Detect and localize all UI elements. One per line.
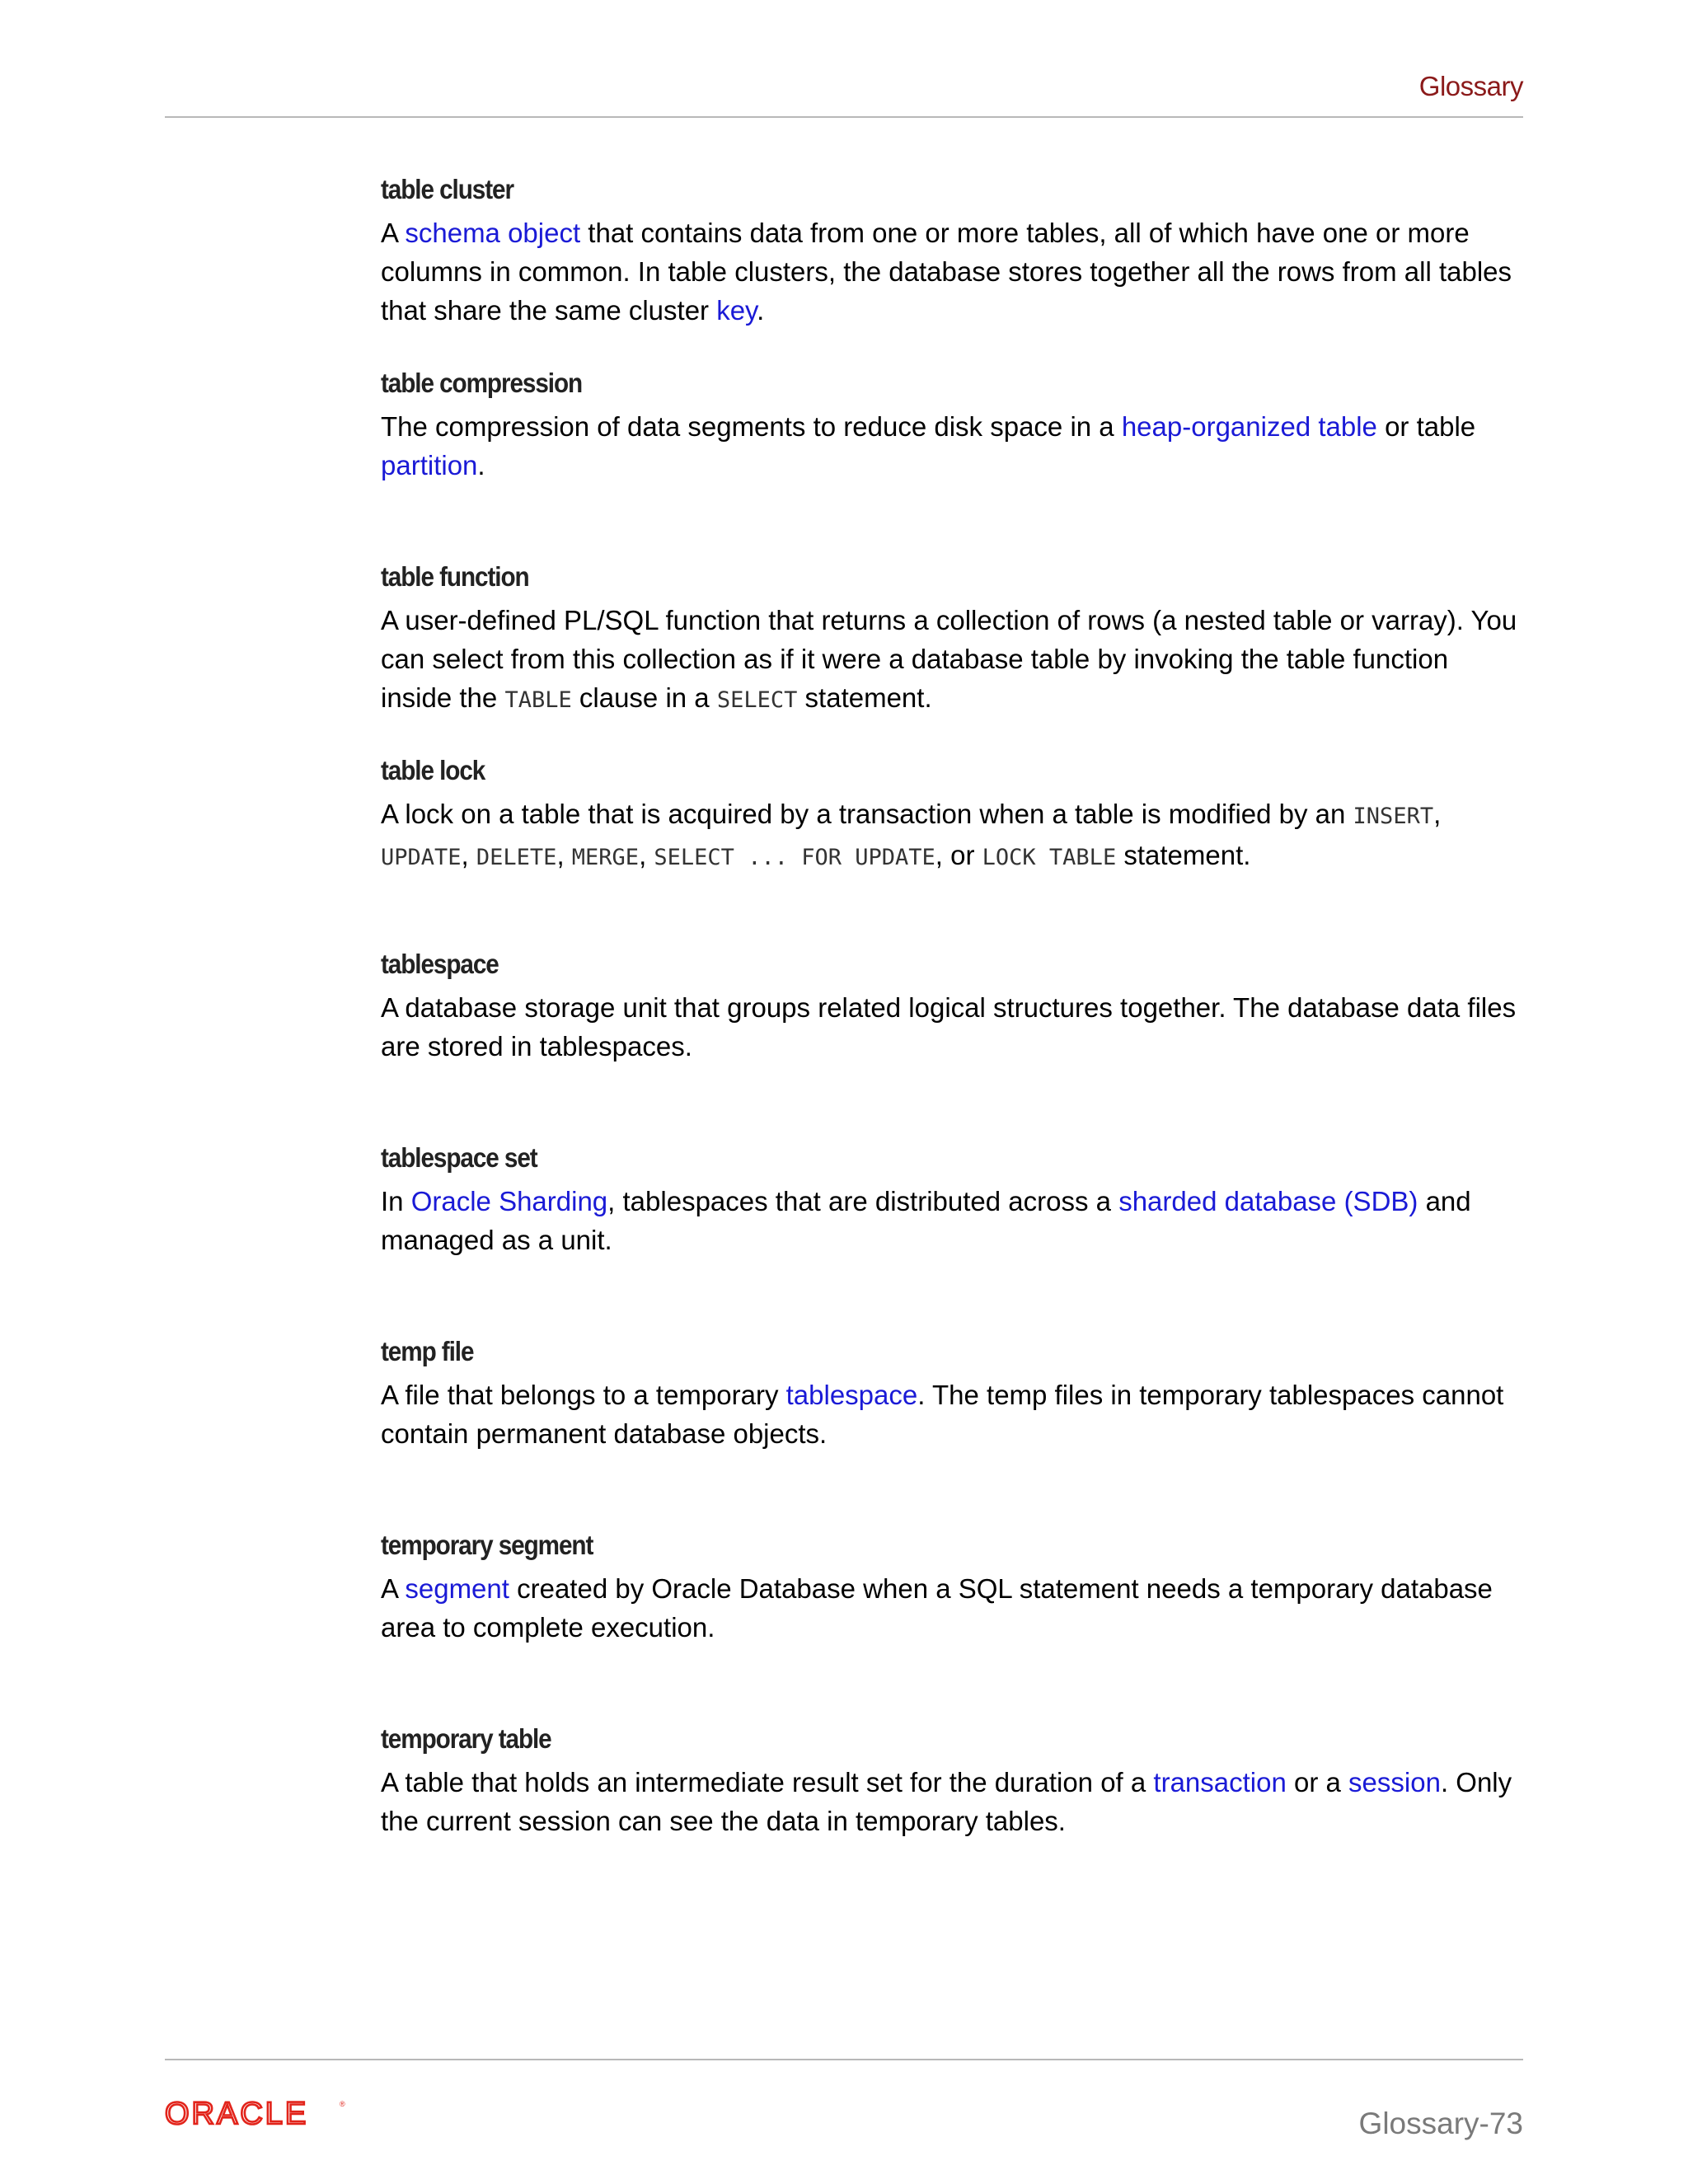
definition-text: and managed as a unit.: [381, 1186, 1471, 1255]
glossary-link[interactable]: schema object: [405, 218, 581, 248]
definition-text: A: [381, 218, 406, 248]
glossary-definition: [381, 794, 1526, 877]
glossary-term: table lock: [381, 755, 485, 785]
glossary-content: [381, 173, 1526, 1916]
definition-text: A user-defined PL/SQL function that returns a collection of rows (a nested table or varray). You can select from this collection as if it were a database table by invoking the table function inside the: [381, 605, 1517, 713]
glossary-definition: [381, 988, 1526, 1066]
glossary-entry: [381, 1529, 1526, 1722]
definition-text: , tablespaces that are distributed across a: [607, 1186, 1119, 1216]
glossary-term: table compression: [381, 368, 583, 398]
glossary-term: temp file: [381, 1336, 474, 1366]
page-number: Glossary-73: [1358, 2107, 1523, 2140]
running-header: Glossary: [1418, 71, 1523, 101]
glossary-definition: [381, 1182, 1526, 1259]
glossary-link[interactable]: sharded database (SDB): [1118, 1186, 1418, 1216]
code-keyword: DELETE: [476, 845, 557, 870]
glossary-term: table cluster: [381, 174, 513, 204]
definition-text: The compression of data segments to reduce disk space in a: [381, 411, 1122, 442]
oracle-logo: [165, 2098, 346, 2132]
glossary-definition: [381, 1763, 1526, 1840]
glossary-entry: [381, 1141, 1526, 1335]
header-rule: [165, 116, 1523, 118]
definition-text: .: [477, 450, 485, 480]
glossary-link[interactable]: heap-organized table: [1121, 411, 1377, 442]
definition-text: statement.: [1116, 840, 1251, 870]
glossary-entry: [381, 367, 1526, 560]
definition-text: ,: [461, 840, 476, 870]
glossary-definition: [381, 407, 1526, 485]
glossary-entry: [381, 1335, 1526, 1529]
definition-text: ,: [639, 840, 654, 870]
definition-text: or table: [1376, 411, 1476, 442]
definition-text: A lock on a table that is acquired by a transaction when a table is modified by an: [381, 799, 1353, 829]
definition-text: , or: [935, 840, 982, 870]
glossary-entry: [381, 754, 1526, 948]
glossary-term: tablespace: [381, 949, 499, 979]
definition-text: A table that holds an intermediate result set for the duration of a: [381, 1767, 1154, 1797]
code-keyword: TABLE: [504, 687, 572, 713]
definition-text: . The temp files in temporary tablespaces cannot contain permanent database objects.: [381, 1380, 1504, 1449]
definition-text: A database storage unit that groups related logical structures together. The database data files are stored in tablespaces.: [381, 992, 1517, 1062]
oracle-logo-text: ORACLE: [165, 2098, 309, 2128]
glossary-term: temporary table: [381, 1723, 551, 1754]
definition-text: . Only the current session can see the data in temporary tables.: [381, 1767, 1512, 1836]
footer-rule: [165, 2059, 1523, 2060]
glossary-definition: [381, 213, 1526, 330]
svg-text:®: ®: [340, 2100, 345, 2108]
oracle-logo-icon: [165, 2098, 346, 2128]
definition-text: created by Oracle Database when a SQL statement needs a temporary database area to complete execution.: [381, 1573, 1493, 1643]
definition-text: that contains data from one or more tables, all of which have one or more columns in common. In table clusters, the database stores together all the rows from all tables that share the same cluster: [381, 218, 1512, 326]
glossary-link[interactable]: partition: [381, 450, 478, 480]
definition-text: statement.: [797, 682, 932, 713]
definition-text: In: [381, 1186, 411, 1216]
glossary-definition: [381, 601, 1526, 719]
definition-text: A file that belongs to a temporary: [381, 1380, 786, 1410]
code-keyword: SELECT ... FOR UPDATE: [654, 845, 935, 870]
glossary-entry: [381, 173, 1526, 367]
code-keyword: SELECT: [716, 687, 798, 713]
code-keyword: INSERT: [1353, 804, 1434, 829]
definition-text: A: [381, 1573, 406, 1604]
glossary-link[interactable]: segment: [405, 1573, 509, 1604]
glossary-entry: [381, 560, 1526, 754]
glossary-link[interactable]: session: [1348, 1767, 1441, 1797]
definition-text: clause in a: [571, 682, 717, 713]
definition-text: .: [757, 295, 765, 326]
glossary-definition: [381, 1569, 1526, 1647]
code-keyword: LOCK TABLE: [982, 845, 1117, 870]
glossary-term: temporary segment: [381, 1530, 593, 1560]
glossary-term: tablespace set: [381, 1142, 537, 1173]
code-keyword: MERGE: [571, 845, 640, 870]
glossary-entry: [381, 1722, 1526, 1916]
glossary-term: table function: [381, 561, 529, 592]
glossary-link[interactable]: Oracle Sharding: [410, 1186, 608, 1216]
glossary-definition: [381, 1376, 1526, 1453]
definition-text: or a: [1286, 1767, 1349, 1797]
code-keyword: UPDATE: [381, 845, 462, 870]
definition-text: ,: [1433, 799, 1442, 829]
glossary-entry: [381, 948, 1526, 1141]
definition-text: ,: [556, 840, 572, 870]
glossary-link[interactable]: key: [716, 295, 757, 326]
glossary-link[interactable]: transaction: [1153, 1767, 1287, 1797]
glossary-link[interactable]: tablespace: [785, 1380, 918, 1410]
